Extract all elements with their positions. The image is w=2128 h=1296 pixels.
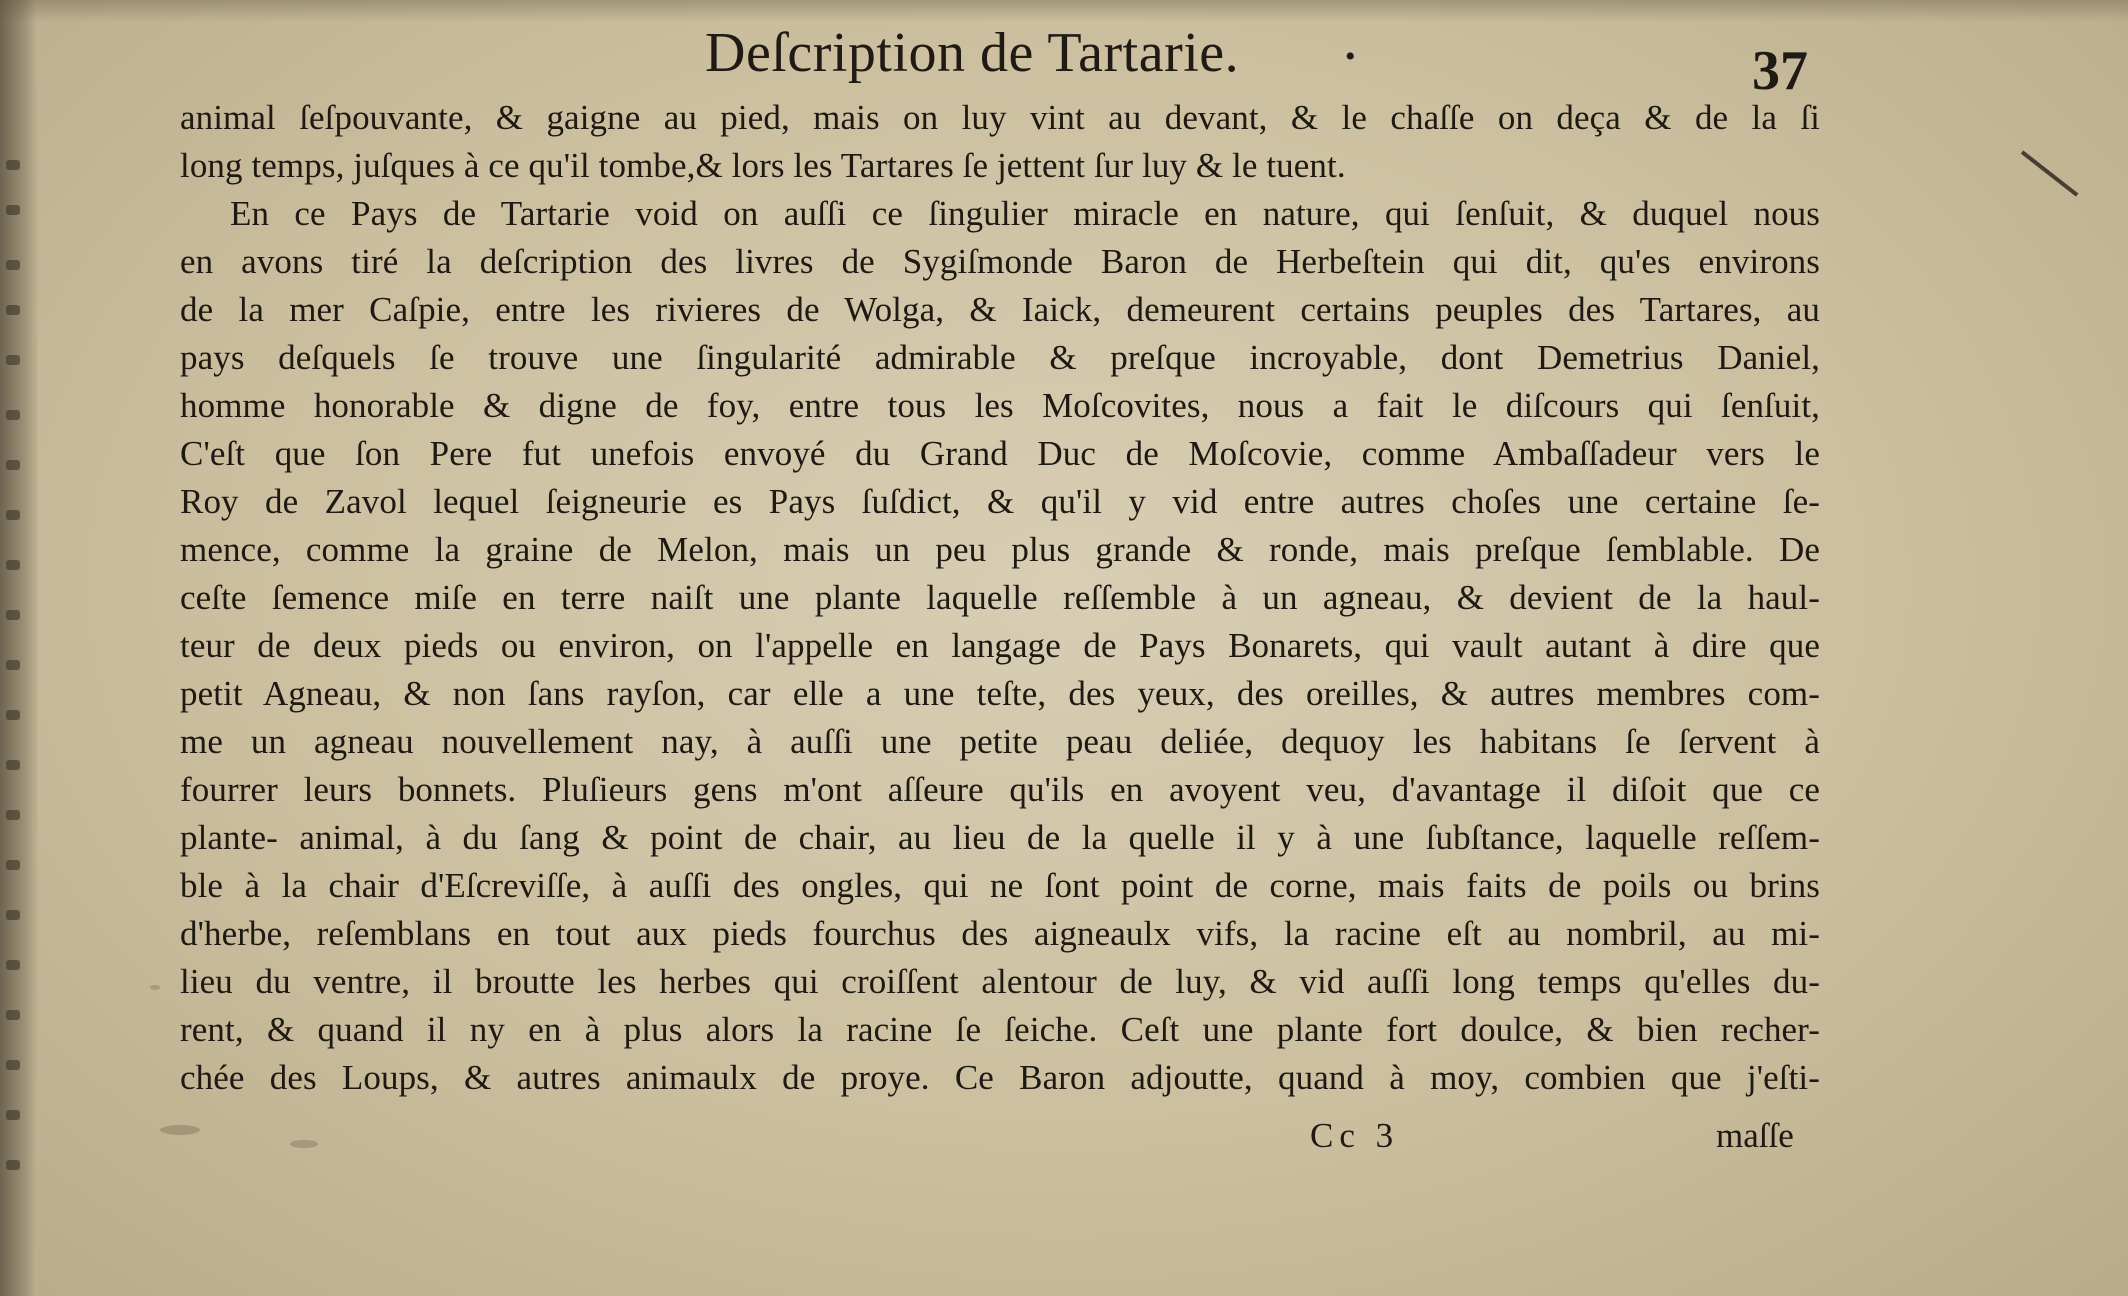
header-ornament: • [1345,40,1356,73]
text-line: long temps, juſques à ce qu'il tombe,& lors les Tartares ſe jettent ſur luy & le tuent. [180,146,1346,185]
text-line: petit Agneau, & non ſans rayſon, car elle a une teſte, des yeux, des oreilles, & autres membres com- [180,674,1820,713]
gutter-mark [6,410,20,420]
gutter-mark [6,1160,20,1170]
text-line: animal ſeſpouvante, & gaigne au pied, mais on luy vint au devant, & le chaſſe on deça & de la ſi [180,98,1820,137]
margin-stroke [2021,150,2079,196]
text-line: En ce Pays de Tartarie void on auſſi ce ſingulier miracle en nature, qui ſenſuit, & duquel nous [230,194,1820,233]
catchword: maſſe [1716,1116,1794,1155]
text-line: lieu du ventre, il broutte les herbes qui croiſſent alentour de luy, & vid auſſi long temps qu'elles du- [180,962,1820,1001]
text-line: ceſte ſemence miſe en terre naiſt une plante laquelle reſſemble à un agneau, & devient de la haul- [180,578,1820,617]
text-line: homme honorable & digne de foy, entre tous les Moſcovites, nous a fait le diſcours qui ſenſuit, [180,386,1820,425]
text-line: d'herbe, reſemblans en tout aux pieds fourchus des aigneaulx vifs, la racine eſt au nombril, au mi- [180,914,1820,953]
text-line: fourrer leurs bonnets. Pluſieurs gens m'ont aſſeure qu'ils en avoyent veu, d'avantage il diſoit que ce [180,770,1820,809]
gutter-mark [6,305,20,315]
gutter-mark [6,160,20,170]
gutter-mark [6,205,20,215]
gutter-mark [6,860,20,870]
gutter-mark [6,710,20,720]
gutter-mark [6,960,20,970]
text-line: de la mer Caſpie, entre les rivieres de Wolga, & Iaick, demeurent certains peuples des Tartares, au [180,290,1820,329]
running-header: Deſcription de Tartarie. [705,22,1240,84]
gutter-mark [6,910,20,920]
text-line: C'eſt que ſon Pere fut unefois envoyé du Grand Duc de Moſcovie, comme Ambaſſadeur vers le [180,434,1820,473]
text-line: chée des Loups, & autres animaulx de proye. Ce Baron adjoutte, quand à moy, combien que j'eſti- [180,1058,1820,1097]
gutter-mark [6,1060,20,1070]
text-line: rent, & quand il ny en à plus alors la racine ſe ſeiche. Ceſt une plante fort doulce, & bien recher- [180,1010,1820,1049]
signature-mark: Cc 3 [1310,1116,1400,1155]
gutter-mark [6,355,20,365]
gutter-mark [6,610,20,620]
ink-smudge [290,1140,318,1148]
text-line: pays deſquels ſe trouve une ſingularité admirable & preſque incroyable, dont Demetrius Daniel, [180,338,1820,377]
gutter-mark [6,760,20,770]
page-gutter [0,0,38,1296]
gutter-mark [6,810,20,820]
text-line: en avons tiré la deſcription des livres de Sygiſmonde Baron de Herbeſtein qui dit, qu'es environs [180,242,1820,281]
gutter-mark [6,510,20,520]
gutter-mark [6,1110,20,1120]
text-line: Roy de Zavol lequel ſeigneurie es Pays ſuſdict, & qu'il y vid entre autres choſes une certaine ſe- [180,482,1820,521]
gutter-mark [6,560,20,570]
body-text [180,94,1820,1102]
gutter-mark [6,460,20,470]
page-number: 37 [1752,40,1808,102]
ink-smudge [160,1125,200,1135]
text-line: teur de deux pieds ou environ, on l'appelle en langage de Pays Bonarets, qui vault autant à dire que [180,626,1820,665]
text-line: me un agneau nouvellement nay, à auſſi une petite peau deliée, dequoy les habitans ſe ſervent à [180,722,1820,761]
gutter-mark [6,660,20,670]
text-line: ble à la chair d'Eſcreviſſe, à auſſi des ongles, qui ne ſont point de corne, mais faits de poils ou brins [180,866,1820,905]
text-line: plante- animal, à du ſang & point de chair, au lieu de la quelle il y à une ſubſtance, laquelle reſſem- [180,818,1820,857]
ink-smudge [150,985,160,990]
text-line: mence, comme la graine de Melon, mais un peu plus grande & ronde, mais preſque ſemblable. De [180,530,1820,569]
gutter-mark [6,1010,20,1020]
gutter-mark [6,260,20,270]
